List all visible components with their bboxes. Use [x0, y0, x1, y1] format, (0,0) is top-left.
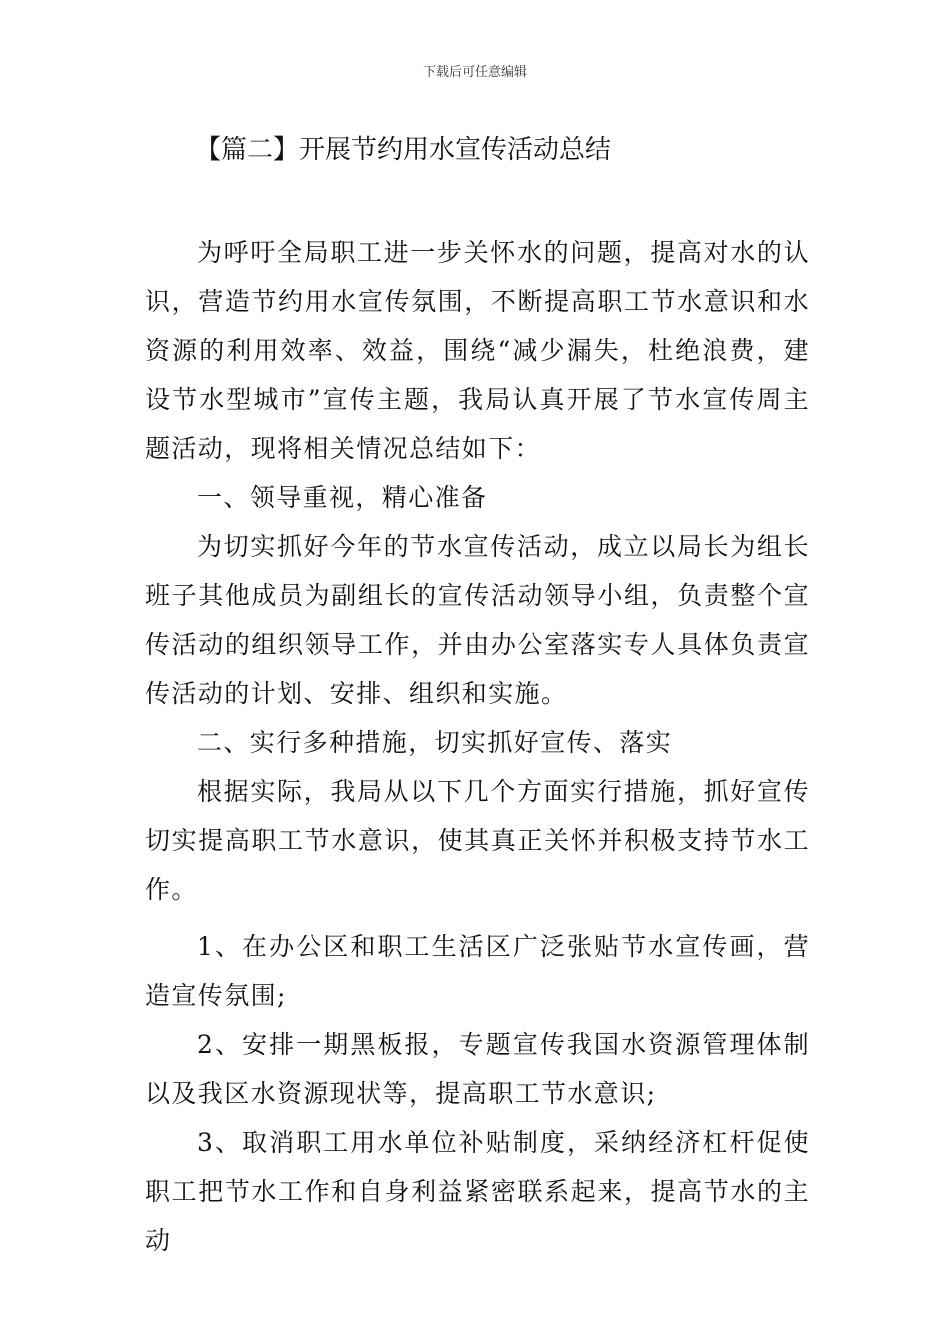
list-item-2: 2、安排一期黑板报，专题宣传我国水资源管理体制以及我区水资源现状等，提高职工节水意识; [145, 1030, 810, 1108]
list-item-3: 3、取消职工用水单位补贴制度，采纳经济杠杆促使职工把节水工作和自身利益紧密联系起来，提高节水的主动 [145, 1128, 810, 1255]
document-title: 【篇二】开展节约用水宣传活动总结 [195, 135, 612, 165]
list-item-1: 1、在办公区和职工生活区广泛张贴节水宣传画，营造宣传氛围; [145, 932, 810, 1010]
paragraph-section-2: 根据实际，我局从以下几个方面实行措施，抓好宣传切实提高职工节水意识，使其真正关怀并积极支持节水工作。 [145, 777, 810, 904]
page-header-note: 下载后可任意编辑 [422, 65, 527, 80]
paragraph-section-1: 为切实抓好今年的节水宣传活动，成立以局长为组长班子其他成员为副组长的宣传活动领导小组，负责整个宣传活动的组织领导工作，并由办公室落实专人具体负责宣传活动的计划、安排、组织和实施。 [145, 532, 810, 708]
document-body [145, 228, 810, 1265]
section-heading-2: 二、实行多种措施，切实抓好宣传、落实 [197, 728, 673, 757]
paragraph-intro: 为呼吁全局职工进一步关怀水的问题，提高对水的认识，营造节约用水宣传氛围，不断提高职工节水意识和水资源的利用效率、效益，围绕“减少漏失，杜绝浪费，建设节水型城市”宣传主题，我局认真开展了节水宣传周主题活动，现将相关情况总结如下： [145, 238, 810, 463]
section-heading-1: 一、领导重视，精心准备 [197, 483, 488, 512]
